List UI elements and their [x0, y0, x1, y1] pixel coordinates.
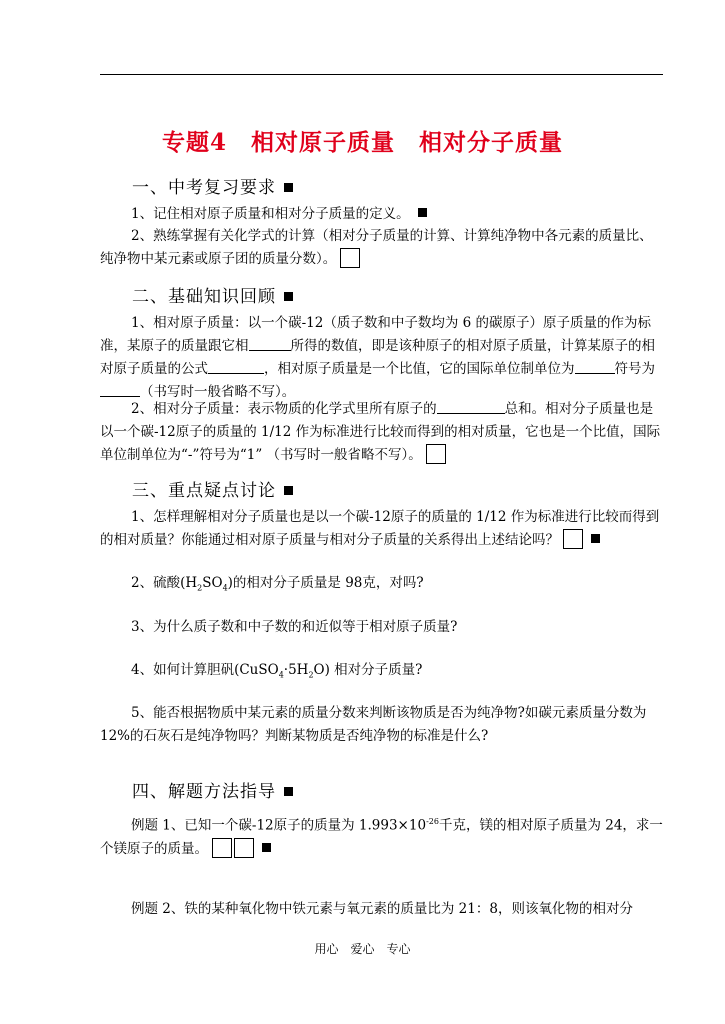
sec3-question-5: 5、能否根据物质中某元素的质量分数来判断该物质是否为纯净物?如碳元素质量分数为 12%的石灰石是纯净物吗？判断某物质是否纯净物的标准是什么? — [100, 705, 647, 744]
empty-box-icon — [340, 248, 360, 268]
page-footer: 用心 爱心 专心 — [314, 942, 411, 956]
blank-line — [575, 360, 615, 374]
empty-box-icon — [426, 444, 446, 464]
square-marker-icon — [262, 843, 271, 852]
empty-box-icon — [212, 838, 232, 858]
sec3-question-4: 4、如何计算胆矾$(CuSO_4\cdot 5H_2O)$ 相对分子质量? — [131, 662, 423, 680]
sec3-question-3: 3、为什么质子数和中子数的和近似等于相对原子质量? — [131, 619, 458, 635]
header-rule — [100, 74, 663, 75]
blank-line — [249, 337, 291, 351]
title-topic: 专题4 — [161, 129, 227, 156]
sec4-example-1: 例题 1、已知一个碳-12原子的质量为 $1.993\times 10^{-26}$千克，镁的相对原子质量为 24，求一个镁原子的质量。 — [100, 817, 663, 857]
section-heading-4: 四、解题方法指导 — [132, 777, 293, 802]
title-part-atomic: 相对原子质量 — [251, 129, 395, 156]
section-heading-3: 三、重点疑点讨论 — [132, 476, 293, 501]
square-marker-icon — [284, 787, 293, 796]
square-marker-icon — [591, 534, 600, 543]
square-marker-icon — [284, 183, 293, 192]
empty-box-icon — [563, 529, 583, 549]
blank-line — [100, 383, 140, 397]
sec2-para-1: 1、相对原子质量：以一个碳-12（质子数和中子数均为 6 的碳原子）原子质量的作为标准，某原子的质量跟它相 所得的数值，即是该种原子的相对原子质量，计算某原子的相对原子质量的公式 ，相对原子质量是一个比值，它的国际单位制单位为 符号为（书写时一般省略不写）。 — [100, 315, 655, 400]
sec4-example-2: 例题 2、铁的某种氧化物中铁元素与氧元素的质量比为 21：8，则该氧化物的相对分 — [131, 901, 633, 917]
square-marker-icon — [418, 208, 427, 217]
empty-box-icon — [234, 838, 254, 858]
section-heading-1: 一、中考复习要求 — [132, 173, 293, 198]
section-heading-2: 二、基础知识回顾 — [132, 282, 293, 307]
sec3-question-1: 1、怎样理解相对分子质量也是以一个碳-12原子的质量的 1/12 作为标准进行比较而得到的相对质量？你能通过相对原子质量与相对分子质量的关系得出上述结论吗？ — [100, 509, 660, 548]
square-marker-icon — [284, 486, 293, 495]
sec2-para-2: 2、相对分子质量：表示物质的化学式里所有原子的 总和。相对分子质量也是以一个碳-12原子的质量的 1/12 作为标准进行比较而得到的相对质量，它也是一个比值，国际单位制单位为“-”符号为“1” （书写时一般省略不写）。 — [100, 401, 661, 463]
square-marker-icon — [284, 292, 293, 301]
page-title — [0, 124, 725, 157]
sec1-item-1: 1、记住相对原子质量和相对分子质量的定义。 — [131, 203, 663, 226]
sec1-item-2: 2、熟练掌握有关化学式的计算（相对分子质量的计算、计算纯净物中各元素的质量比、纯净物中某元素或原子团的质量分数）。 — [100, 228, 653, 267]
blank-line — [208, 360, 264, 374]
blank-line — [437, 400, 505, 414]
title-part-molecular: 相对分子质量 — [419, 129, 563, 156]
sec3-question-2: 2、硫酸$(H_2SO_4)$的相对分子质量是 98克，对吗? — [131, 575, 424, 593]
